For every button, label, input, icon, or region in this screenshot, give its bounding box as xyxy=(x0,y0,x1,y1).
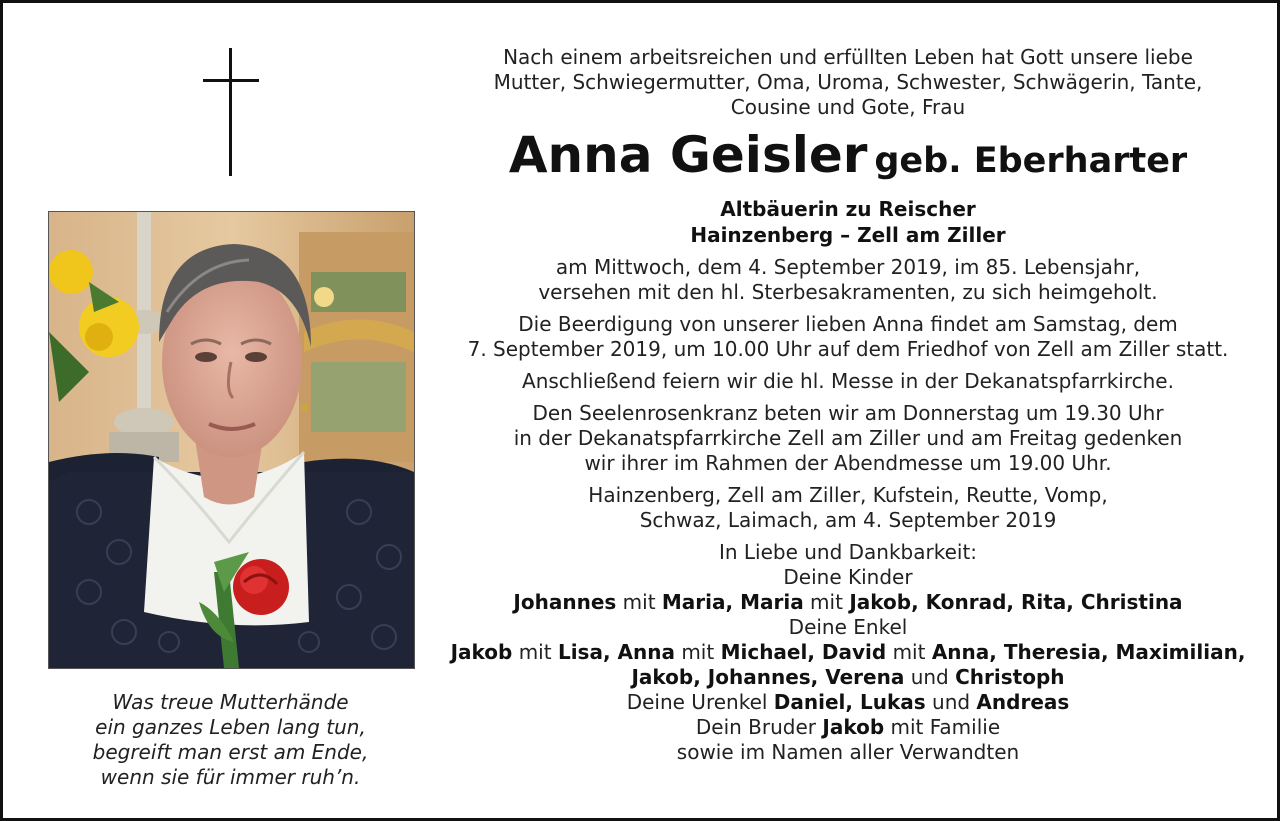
grandchildren-line: Jakob mit Lisa, Anna mit Michael, David mit Anna, Theresia, Maximilian, xyxy=(450,640,1246,664)
children-label: Deine Kinder xyxy=(783,565,913,589)
poem-line: Was treue Mutterhände xyxy=(112,690,349,714)
rosary-line: wir ihrer im Rahmen der Abendmesse um 19.00 Uhr. xyxy=(584,451,1112,475)
deceased-name xyxy=(443,124,1253,196)
death-line: versehen mit den hl. Sterbesakramenten, zu sich heimgeholt. xyxy=(538,280,1158,304)
place-date-paragraph xyxy=(443,483,1253,533)
cross-icon xyxy=(203,48,259,176)
rosary-paragraph xyxy=(443,401,1253,476)
birth-name: geb. Eberharter xyxy=(874,141,1188,181)
death-line: am Mittwoch, dem 4. September 2019, im 85. Lebensjahr, xyxy=(555,255,1141,279)
mass-paragraph xyxy=(443,369,1253,394)
mourners-section xyxy=(443,540,1253,765)
rosary-line: Den Seelenrosenkranz beten wir am Donnerstag um 19.30 Uhr xyxy=(532,401,1164,425)
place-date-line: Schwaz, Laimach, am 4. September 2019 xyxy=(639,508,1057,532)
memorial-poem xyxy=(48,690,413,790)
poem-line: begreift man erst am Ende, xyxy=(92,740,369,764)
portrait-photo xyxy=(48,211,415,669)
place-date-line: Hainzenberg, Zell am Ziller, Kufstein, Reutte, Vomp, xyxy=(588,483,1108,507)
grandchildren-label: Deine Enkel xyxy=(788,615,908,639)
title-line: Altbäuerin zu Reischer xyxy=(720,197,976,221)
grandchildren-line: Jakob, Johannes, Verena und Christoph xyxy=(631,665,1065,689)
intro-line: Nach einem arbeitsreichen und erfüllten Leben hat Gott unsere liebe xyxy=(503,45,1193,69)
intro-line: Mutter, Schwiegermutter, Oma, Uroma, Schwester, Schwägerin, Tante, xyxy=(493,70,1203,94)
funeral-line: 7. September 2019, um 10.00 Uhr auf dem Friedhof von Zell am Ziller statt. xyxy=(467,337,1229,361)
relatives-line: sowie im Namen aller Verwandten xyxy=(676,740,1020,764)
thanks-line: In Liebe und Dankbarkeit: xyxy=(718,540,978,564)
funeral-line: Die Beerdigung von unserer lieben Anna findet am Samstag, dem xyxy=(518,312,1178,336)
poem-line: ein ganzes Leben lang tun, xyxy=(95,715,366,739)
poem-line: wenn sie für immer ruh’n. xyxy=(100,765,361,789)
farm-title xyxy=(443,196,1253,248)
announcement-text xyxy=(443,45,1253,765)
great-grandchildren-line: Deine Urenkel Daniel, Lukas und Andreas xyxy=(626,690,1070,714)
rosary-line: in der Dekanatspfarrkirche Zell am Ziller und am Freitag gedenken xyxy=(513,426,1183,450)
death-paragraph xyxy=(443,255,1253,305)
mass-line: Anschließend feiern wir die hl. Messe in der Dekanatspfarrkirche. xyxy=(522,369,1174,393)
children-line: Johannes mit Maria, Maria mit Jakob, Konrad, Rita, Christina xyxy=(513,590,1183,614)
full-name: Anna Geisler xyxy=(508,126,868,184)
intro-paragraph xyxy=(443,45,1253,120)
brother-line: Dein Bruder Jakob mit Familie xyxy=(695,715,1001,739)
funeral-paragraph xyxy=(443,312,1253,362)
intro-line: Cousine und Gote, Frau xyxy=(730,95,966,119)
title-line: Hainzenberg – Zell am Ziller xyxy=(690,223,1006,247)
